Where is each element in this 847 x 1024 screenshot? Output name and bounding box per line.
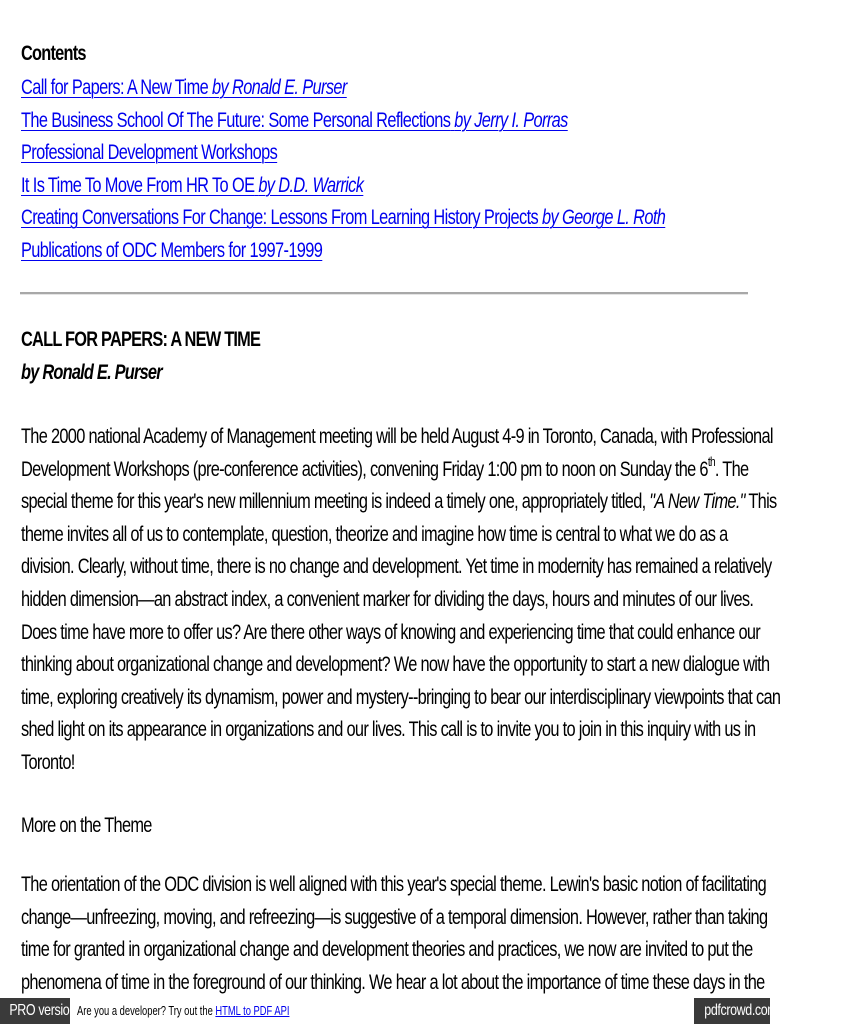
toc-link-title: Creating Conversations For Change: Lessons From Learning History Projects (21, 206, 539, 230)
toc-link-business-school[interactable] (21, 109, 568, 132)
text-line: time, exploring creatively its dynamism, power and mystery--bringing to bear our interdisciplinary viewpoints that can (21, 685, 781, 709)
toc-item (21, 204, 665, 237)
text-line: phenomena of time in the foreground of our thinking. We hear a lot about the importance of time these days in the (21, 970, 765, 994)
text-segment: Development Workshops (pre-conference activities), convening Friday 1:00 pm to noon on Sunday the 6 (21, 457, 708, 481)
text-line: Does time have more to offer us? Are there other ways of knowing and experiencing time that could enhance our (21, 620, 761, 644)
pdfcrowd-brand-label: pdfcrowd.com (704, 1002, 778, 1019)
text-line: More on the Theme (21, 814, 152, 837)
article-author: by Ronald E. Purser (21, 361, 162, 384)
toc-link-call-for-papers[interactable] (21, 76, 347, 99)
toc-link-title: Publications of ODC Members for 1997-1999 (21, 238, 323, 262)
contents-heading: Contents (21, 42, 86, 65)
pro-version-badge[interactable] (0, 998, 76, 1024)
pro-version-label: PRO version (9, 1002, 76, 1019)
text-line: division. Clearly, without time, there is no change and development. Yet time in modernity has remained a relatively (21, 555, 772, 579)
toc-link-publications[interactable] (21, 239, 322, 262)
text-segment: special theme for this year's new millennium meeting is indeed a timely one, appropriately titled, (21, 490, 650, 514)
toc-link-title: It Is Time To Move From HR To OE (21, 173, 255, 197)
toc-link-author: by George L. Roth (542, 206, 666, 230)
section-divider (20, 292, 748, 295)
text-line: time for granted in organizational change and development theories and practices, we now are invited to put the (21, 938, 753, 962)
subheading-more-on-theme (21, 810, 746, 843)
table-of-contents (21, 74, 847, 270)
toc-item (21, 74, 665, 107)
text-line (21, 453, 749, 487)
text-line: The orientation of the ODC division is well aligned with this year's special theme. Lewin's basic notion of facilitating (21, 873, 767, 896)
toc-item (21, 107, 665, 140)
pdfcrowd-footer (0, 998, 778, 1024)
text-line: hidden dimension—an abstract index, a convenient marker for dividing the days, hours and minutes of our lives. (21, 587, 754, 611)
toc-link-title: Professional Development Workshops (21, 141, 278, 165)
toc-link-author: by Ronald E. Purser (212, 76, 347, 99)
toc-link-title: The Business School Of The Future: Some Personal Reflections (21, 108, 451, 132)
article-paragraph-intro (21, 421, 781, 780)
text-line: change—unfreezing, moving, and refreezing—is suggestive of a temporal dimension. However, rather than taking (21, 905, 768, 929)
text-line (21, 486, 777, 519)
theme-title: "A New Time." (649, 490, 745, 514)
toc-link-workshops[interactable] (21, 141, 277, 164)
article-title: CALL FOR PAPERS: A NEW TIME (21, 328, 261, 351)
text-line: shed light on its appearance in organizations and our lives. This call is to invite you to join in this inquiry with us in (21, 718, 756, 742)
text-segment: . The (714, 457, 749, 481)
toc-link-author: by D.D. Warrick (258, 173, 364, 197)
text-line: theme invites all of us to contemplate, question, theorize and imagine how time is central to what we do as a (21, 522, 728, 546)
toc-link-hr-to-oe[interactable] (21, 174, 363, 197)
toc-link-title: Call for Papers: A New Time (21, 76, 209, 99)
toc-link-author: by Jerry I. Porras (454, 108, 568, 132)
html-to-pdf-api-link[interactable]: HTML to PDF API (215, 1003, 290, 1018)
toc-item (21, 139, 665, 172)
text-line: The 2000 national Academy of Management meeting will be held August 4-9 in Toronto, Canada, with Professional (21, 425, 773, 448)
ordinal-suffix: th (707, 453, 715, 469)
developer-promo-text: Are you a developer? Try out the (77, 1003, 216, 1018)
toc-link-conversations[interactable] (21, 206, 665, 229)
article-paragraph-theme (21, 869, 768, 999)
text-line: thinking about organizational change and development? We now have the opportunity to start a new dialogue with (21, 653, 770, 677)
toc-item (21, 237, 665, 270)
toc-item (21, 172, 665, 205)
text-line: Toronto! (21, 750, 75, 774)
developer-promo (77, 1004, 289, 1018)
pdfcrowd-brand-badge[interactable] (694, 998, 778, 1024)
text-segment: This (744, 490, 777, 514)
